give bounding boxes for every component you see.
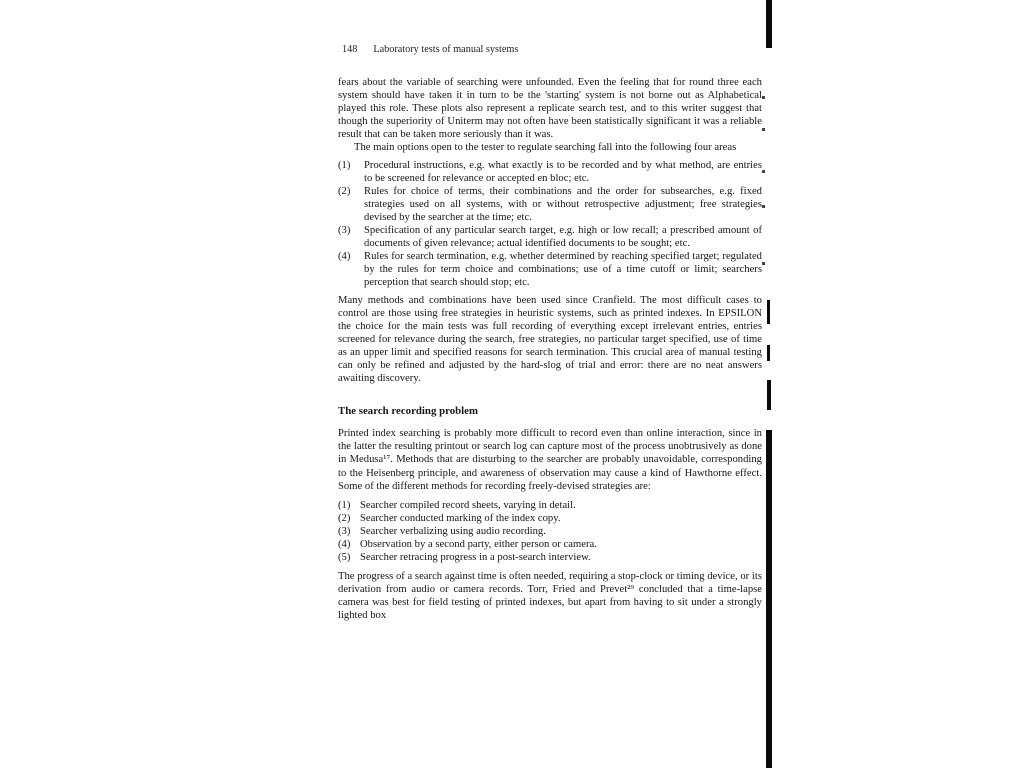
list-item-text: Observation by a second party, either person or camera.: [360, 539, 597, 550]
scan-edge-band: [767, 380, 771, 410]
scan-edge-band: [767, 345, 770, 361]
list-item: [338, 551, 762, 564]
scan-edge-band: [766, 430, 772, 768]
paragraph-2: The main options open to the tester to regulate searching fall into the following four areas: [354, 142, 737, 154]
page-number: 148: [342, 44, 358, 55]
list-item-text: Specification of any particular search target, e.g. high or low recall; a prescribed amount of documents of given relevance; actual identified documents to be sought; etc.: [364, 225, 762, 250]
scan-speck: [762, 262, 765, 265]
list-item: [338, 512, 762, 525]
list-item-text: Rules for choice of terms, their combinations and the order for subsearches, e.g. fixed strategies used on all systems, with or without retrospective adjustment; free strategies devised by the searcher at the time; etc.: [364, 185, 762, 223]
scan-speck: [762, 96, 765, 99]
options-list: [338, 159, 762, 290]
text-column: [338, 44, 762, 623]
scan-edge-band: [766, 0, 772, 48]
running-head: [342, 44, 762, 56]
list-item-number: (3): [338, 525, 351, 537]
scan-edge-band: [767, 300, 770, 324]
list-item-number: (1): [338, 499, 351, 511]
list-item: [338, 499, 762, 512]
list-item-text: Searcher retracing progress in a post-search interview.: [360, 552, 591, 564]
list-item-number: (2): [338, 185, 351, 197]
list-item-number: (4): [338, 539, 351, 550]
list-item-text: Searcher conducted marking of the index copy.: [360, 512, 561, 524]
list-item-text: Searcher compiled record sheets, varying in detail.: [360, 499, 576, 511]
paragraph-5: The progress of a search against time is often needed, requiring a stop-clock or timing device, or its derivation from audio or camera records. Torr, Fried and Prevet²⁹ concluded that a time-lapse camera was best for field testing of printed indexes, but apart from having to sit under a strongly lighted box: [338, 571, 762, 622]
list-item-number: (1): [338, 159, 351, 171]
list-item: [338, 185, 762, 224]
scan-speck: [762, 128, 765, 131]
list-item-number: (4): [338, 251, 351, 263]
scan-edge-strip: [762, 0, 772, 768]
list-item-number: (2): [338, 512, 351, 524]
running-title: Laboratory tests of manual systems: [373, 44, 519, 55]
paragraph-3: Many methods and combinations have been used since Cranfield. The most difficult cases to control are those using free strategies in heuristic systems, such as printed indexes. In EPSILON the choice for the main tests was full recording of everything except irrelevant entries, entries screened for relevance during the search, free strategies, no particular target specified, use of time as an upper limit and specified reasons for search termination. This crucial area of manual testing can only be refined and adjusted by the hard-slog of trial and error: there are no neat answers awaiting discovery.: [338, 294, 762, 385]
list-item-number: (5): [338, 552, 351, 564]
list-item: [338, 538, 762, 551]
list-item: [338, 250, 762, 289]
list-item: [338, 159, 762, 185]
methods-list: [338, 499, 762, 564]
list-item: [338, 525, 762, 538]
list-item-text: Procedural instructions, e.g. what exactly is to be recorded and by what method, are entries to be screened for relevance or accepted en bloc; etc.: [364, 159, 762, 184]
paragraph-1: fears about the variable of searching were unfounded. Even the feeling that for round three each system should have taken it in turn to be the 'starting' system is not borne out as Alphabetical played this role. These plots also represent a replicate search test, and to this writer suggest that though the superiority of Uniterm may not often have been statistically significant it was a reliable result that can be taken more seriously than it was.: [338, 77, 762, 141]
paragraph-4: Printed index searching is probably more difficult to record even than online interaction, since in the latter the resulting printout or search log can capture most of the process unobtrusively as done in Medusa¹⁷. Methods that are disturbing to the searcher are probably unavoidable, corresponding to the Heisenberg principle, and awareness of observation may cause a kind of Hawthorne effect. Some of the different methods for recording freely-devised strategies are:: [338, 428, 762, 492]
list-item-text: Searcher verbalizing using audio recording.: [360, 525, 546, 537]
list-item-number: (3): [338, 225, 351, 237]
section-heading: The search recording problem: [338, 405, 479, 418]
list-item-text: Rules for search termination, e.g. whether determined by reaching specified target; regulated by the rules for term choice and combinations; use of a time cutoff or limit; searchers perception that search should stop; etc.: [364, 251, 762, 289]
scan-speck: [762, 170, 765, 173]
scan-speck: [762, 205, 765, 208]
list-item: [338, 224, 762, 250]
